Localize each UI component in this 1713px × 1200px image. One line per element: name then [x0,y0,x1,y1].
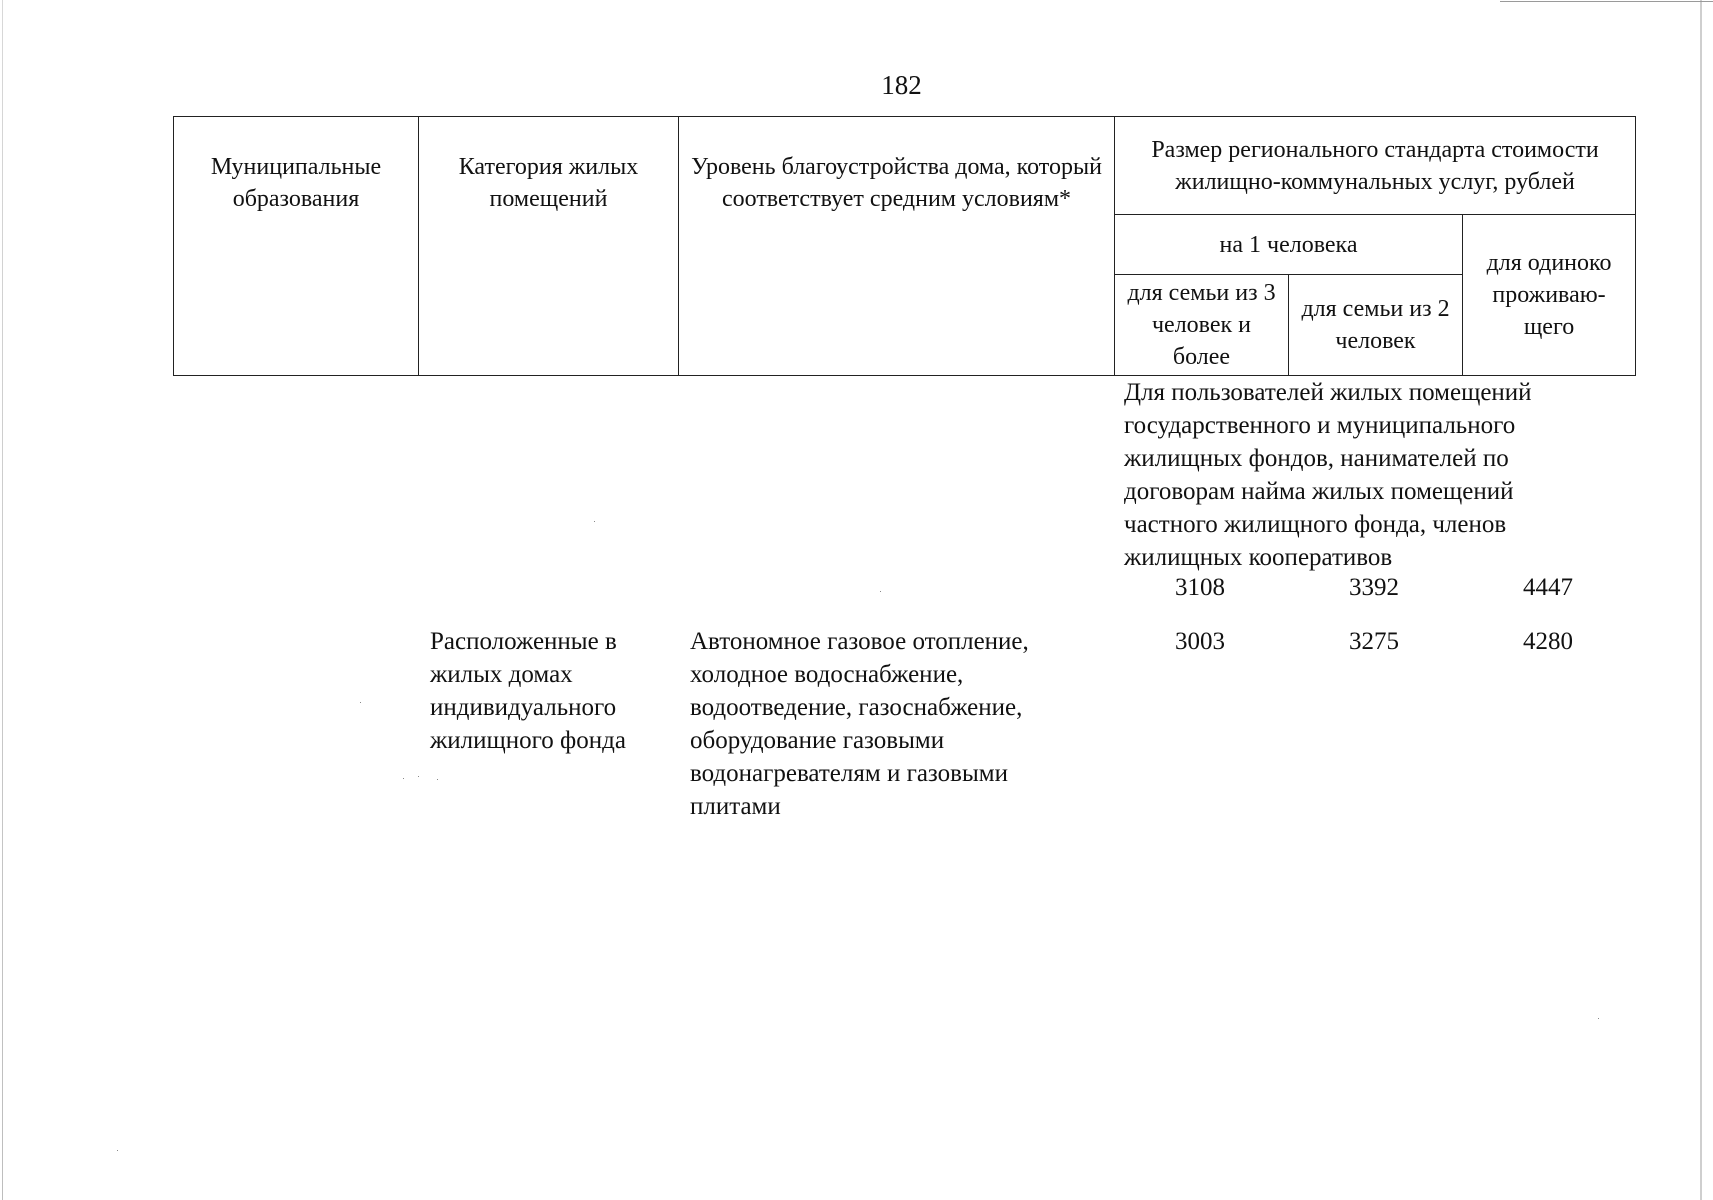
row-value-family2: 3275 [1349,628,1399,655]
scan-speck [117,1150,118,1151]
row-level [690,625,1100,823]
section-title-line: жилищных кооперативов [1124,544,1393,571]
row-category-line: жилых домах [430,661,573,688]
row-category-line: Расположенные в [430,628,617,655]
section-value-single: 4447 [1523,574,1573,601]
section-value-family3: 3108 [1175,574,1225,601]
row-level-line: водоотведение, газоснабжение, [690,694,1023,721]
header-standard-line2: жилищно-коммунальных услуг, рублей [1175,168,1575,195]
row-value-single: 4280 [1523,628,1573,655]
scan-speck [880,591,881,592]
scan-speck [594,521,595,522]
row-level-line: Автономное газовое отопление, [690,628,1029,655]
section-title [1124,376,1684,574]
section-title-line: частного жилищного фонда, членов [1124,511,1507,538]
row-category-line: индивидуального [430,694,617,721]
scan-speck [360,702,361,703]
page-number: 182 [881,70,922,100]
row-value-family3: 3003 [1175,628,1225,655]
header-per-person: на 1 человека [1115,215,1463,275]
section-title-line: государственного и муниципального [1124,412,1516,439]
header-standard-line1: Размер регионального стандарта стоимости [1151,136,1599,163]
header-family3: для семьи из 3 человек и более [1115,275,1289,376]
scan-edge-left [2,0,3,1200]
header-municipal: Муниципальные образования [174,117,419,376]
scan-speck [1598,1018,1599,1019]
row-level-line: холодное водоснабжение, [690,661,964,688]
header-level [679,117,1115,376]
header-single: для одиноко проживаю-щего [1463,215,1636,376]
row-category [430,625,670,757]
row-level-line: оборудование газовыми [690,727,945,754]
header-standard [1115,117,1636,215]
row-category-line: жилищного фонда [430,727,626,754]
table-header [173,116,1636,376]
header-level-line2: соответствует средним условиям* [721,186,1072,212]
section-title-line: жилищных фондов, нанимателей по [1124,445,1509,472]
scan-speck [418,776,419,777]
scan-edge-right [1700,0,1702,1200]
section-title-line: договорам найма жилых помещений [1124,478,1514,505]
row-level-line: водонагревателям и газовыми [690,760,1008,787]
scan-edge-top [1500,1,1713,2]
scan-speck [403,778,404,779]
scan-speck [437,779,438,780]
section-value-family2: 3392 [1349,574,1399,601]
row-level-line: плитами [690,793,781,820]
header-level-line1: Уровень благоустройства дома, который [691,154,1102,180]
header-family2: для семьи из 2 человек [1289,275,1463,376]
header-category: Категория жилых помещений [419,117,679,376]
section-title-line: Для пользователей жилых помещений [1124,379,1532,406]
